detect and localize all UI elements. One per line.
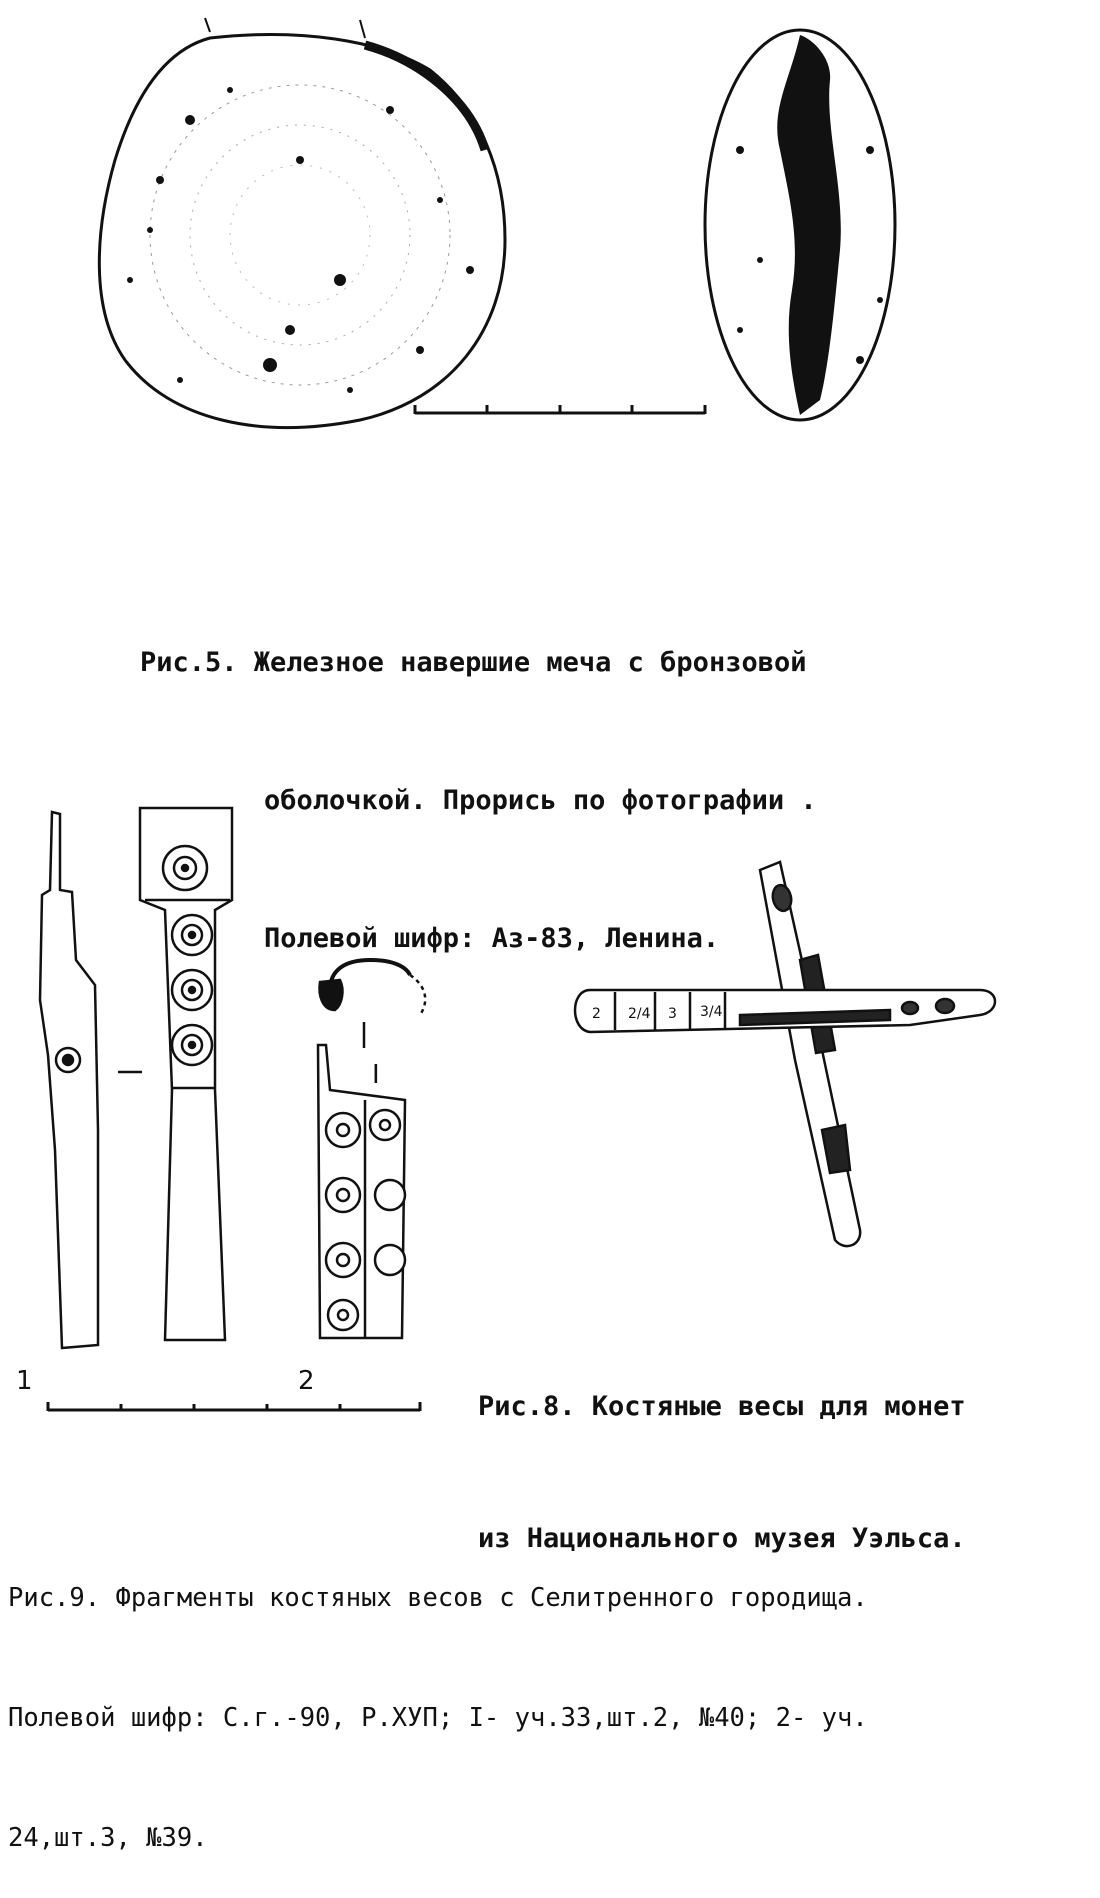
ring-dot-ornament (182, 865, 188, 871)
ring-dot-ornament (189, 1042, 195, 1048)
ring-dot-ornament (380, 1120, 390, 1130)
figure8-drawing (560, 840, 1020, 1280)
figure9-caption-line: 24,шт.3, №39. (8, 1823, 208, 1853)
figure5-drawing (0, 0, 1100, 470)
figure9-caption-line: Рис.9. Фрагменты костяных весов с Селитренного городища. (8, 1583, 868, 1613)
figure9-scale-bar (48, 1402, 420, 1411)
ring-dot-ornament (338, 1310, 348, 1320)
scale-arm-diagonal (760, 862, 860, 1246)
ring-dot-ornament (189, 987, 195, 993)
pommel-front-view (99, 18, 505, 428)
fragment1-front (140, 808, 232, 1340)
section-label: I (372, 1060, 380, 1090)
ring-dot-ornament (337, 1254, 349, 1266)
figure5-caption-line: оболочкой. Прорись по фотографии . (264, 785, 817, 816)
figure5-scale-bar (415, 405, 705, 414)
beam-scale-mark: 3 (668, 1006, 677, 1022)
ring-dot-ornament (337, 1189, 349, 1201)
figure5-caption-line: Полевой шифр: Аз-83, Ленина. (264, 923, 720, 954)
figure9-drawing (0, 800, 470, 1480)
figure8-caption-line: Рис.8. Костяные весы для монет (478, 1391, 966, 1422)
fragment2 (318, 960, 425, 1338)
fragment1-profile (40, 812, 142, 1348)
ring-dot-ornament (375, 1180, 405, 1210)
beam-scale-mark: 2 (592, 1006, 601, 1022)
figure9-caption-line: Полевой шифр: С.г.-90, Р.ХУП; I- уч.33,шт.2, №40; 2- уч. (8, 1703, 868, 1733)
figure8-caption-line: из Национального музея Уэльса. (478, 1523, 966, 1554)
fragment2-label: 2 (298, 1366, 315, 1396)
figure9-caption (8, 1498, 868, 1898)
ring-dot-ornament (337, 1124, 349, 1136)
beam-scale-mark: 2/4 (628, 1006, 651, 1022)
beam-scale-mark: 3/4 (700, 1004, 723, 1020)
figure5-caption-line: Рис.5. Железное навершие меча с бронзовой (140, 647, 807, 678)
fragment1-label: 1 (16, 1366, 33, 1396)
ring-dot-ornament (375, 1245, 405, 1275)
ring-dot-ornament (189, 932, 195, 938)
pommel-side-view (705, 30, 895, 420)
